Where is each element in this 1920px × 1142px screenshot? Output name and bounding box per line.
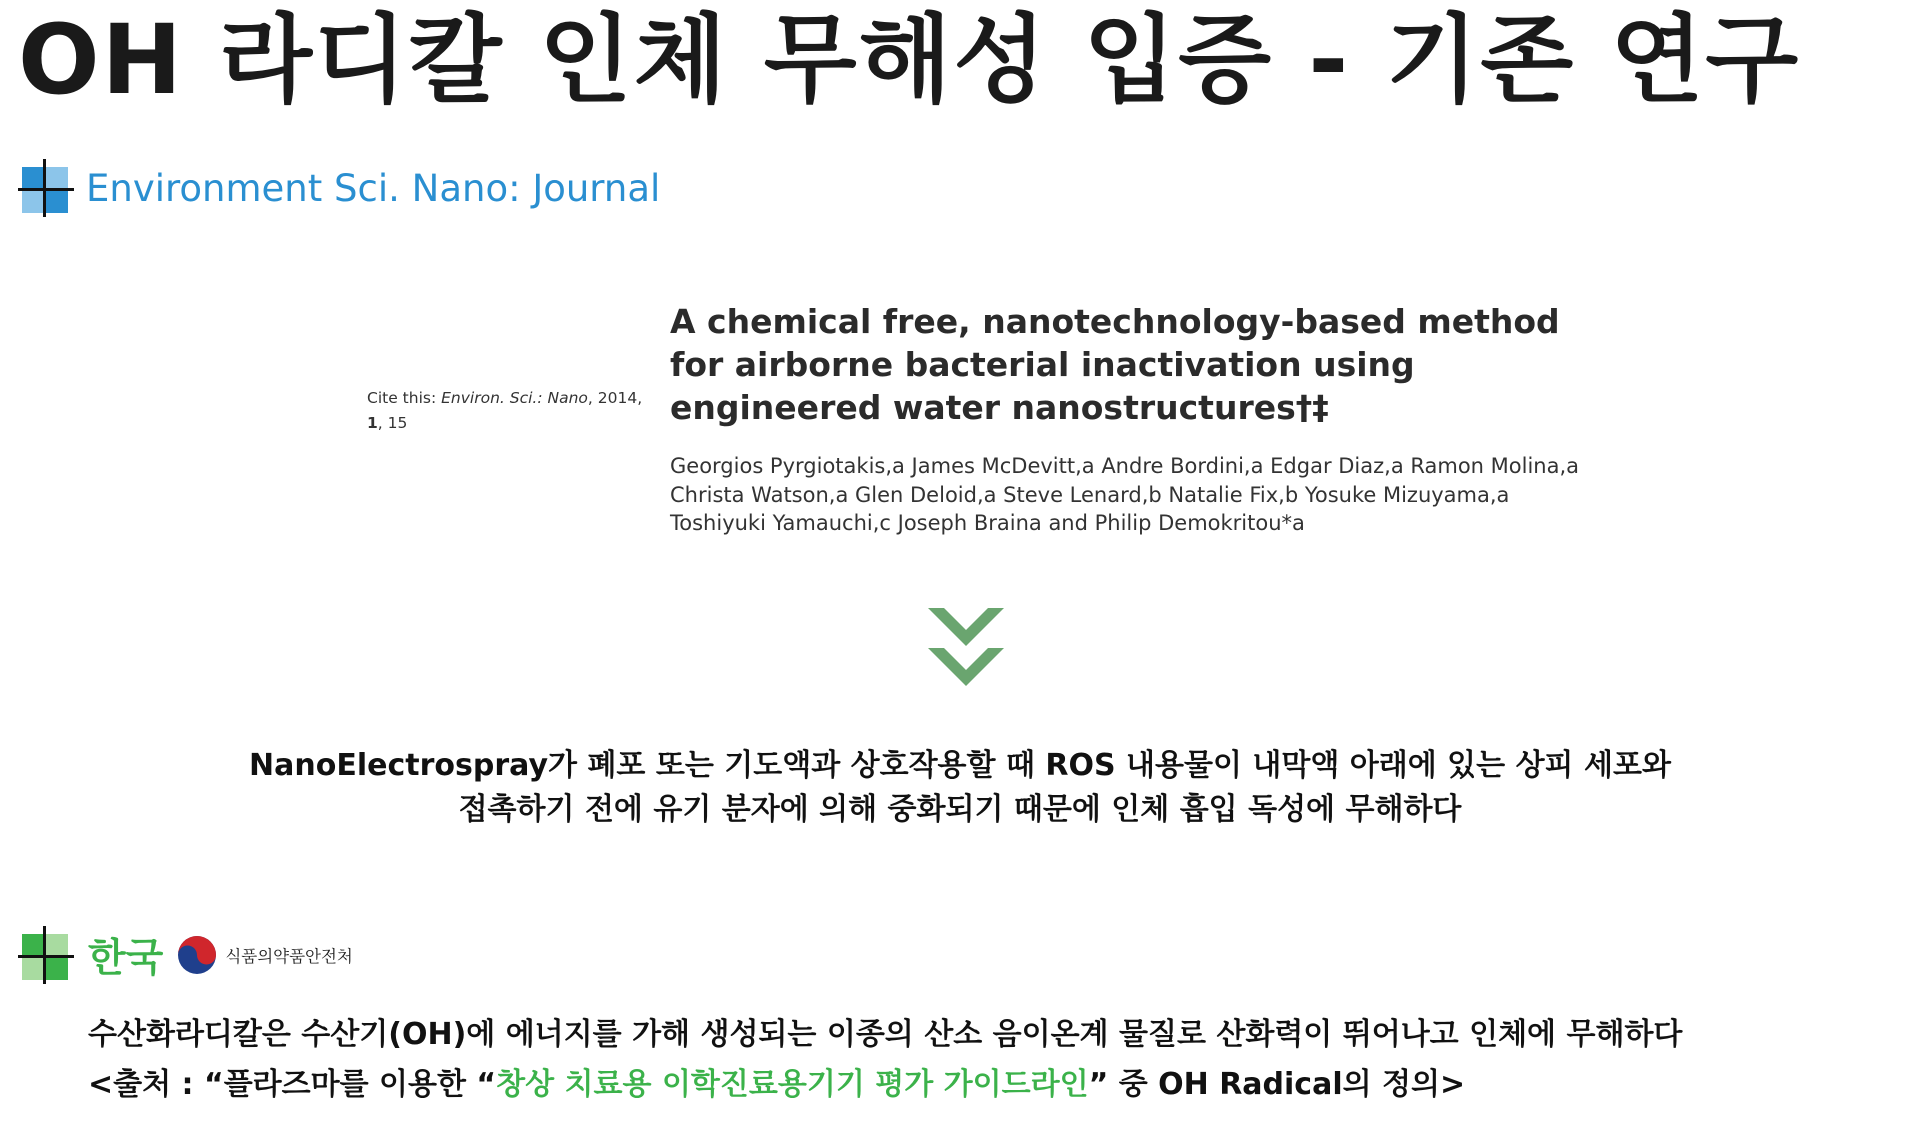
cite-page: , 15 [377,414,408,432]
journal-section-header [18,159,660,217]
paper-citation [367,386,647,436]
agency-name: 식품의약품안전처 [225,947,353,966]
definition-line: 수산화라디칼은 수산기(OH)에 에너지를 가해 생성되는 이종의 산소 음이온계 물질로 산화력이 뛰어나고 인체에 무해하다 [88,1017,1683,1052]
paper-title-line: A chemical free, nanotechnology-based method [670,302,1560,341]
taeguk-logo-icon [177,935,217,975]
korea-section-title: 한국 [88,936,164,981]
source-suffix: ” 중 OH Radical의 정의> [1088,1067,1466,1102]
paper-title-line: engineered water nanostructures†‡ [670,388,1329,427]
author-line: Christa Watson,a Glen Deloid,a Steve Lenard,b Natalie Fix,b Yosuke Mizuyama,a [670,482,1510,507]
page-title: OH 라디칼 인체 무해성 입증 - 기존 연구 [18,4,1801,116]
double-chevron-down-icon [928,608,1004,692]
author-line: Georgios Pyrgiotakis,a James McDevitt,a Andre Bordini,a Edgar Diaz,a Ramon Molina,a [670,454,1580,478]
journal-section-title: Environment Sci. Nano: Journal [86,166,661,210]
cite-rest: , 2014, [587,389,643,407]
cross-grid-icon [18,159,74,217]
korea-description [88,1010,1682,1110]
summary-line: NanoElectrospray가 폐포 또는 기도액과 상호작용할 때 ROS 내용물이 내막액 아래에 있는 상피 세포와 [249,748,1671,783]
author-line: Toshiyuki Yamauchi,c Joseph Braina and Philip Demokritou*a [670,511,1305,535]
summary-line: 접촉하기 전에 유기 분자에 의해 중화되기 때문에 인체 흡입 독성에 무해하다 [458,792,1462,827]
source-prefix: <출처 : “플라즈마를 이용한 “ [88,1067,497,1102]
guideline-title: 창상 치료용 이학진료용기기 평가 가이드라인 [496,1067,1089,1102]
cite-volume: 1 [367,414,378,432]
source-line [88,1060,1682,1110]
korea-section-header [18,926,353,984]
paper-title-line: for airborne bacterial inactivation using [670,345,1415,384]
paper-authors [670,452,1610,538]
summary-text [160,744,1760,832]
cross-grid-icon [18,926,74,984]
cite-journal: Environ. Sci.: Nano [441,389,588,407]
cite-prefix: Cite this: [367,389,437,407]
paper-title [670,300,1610,429]
